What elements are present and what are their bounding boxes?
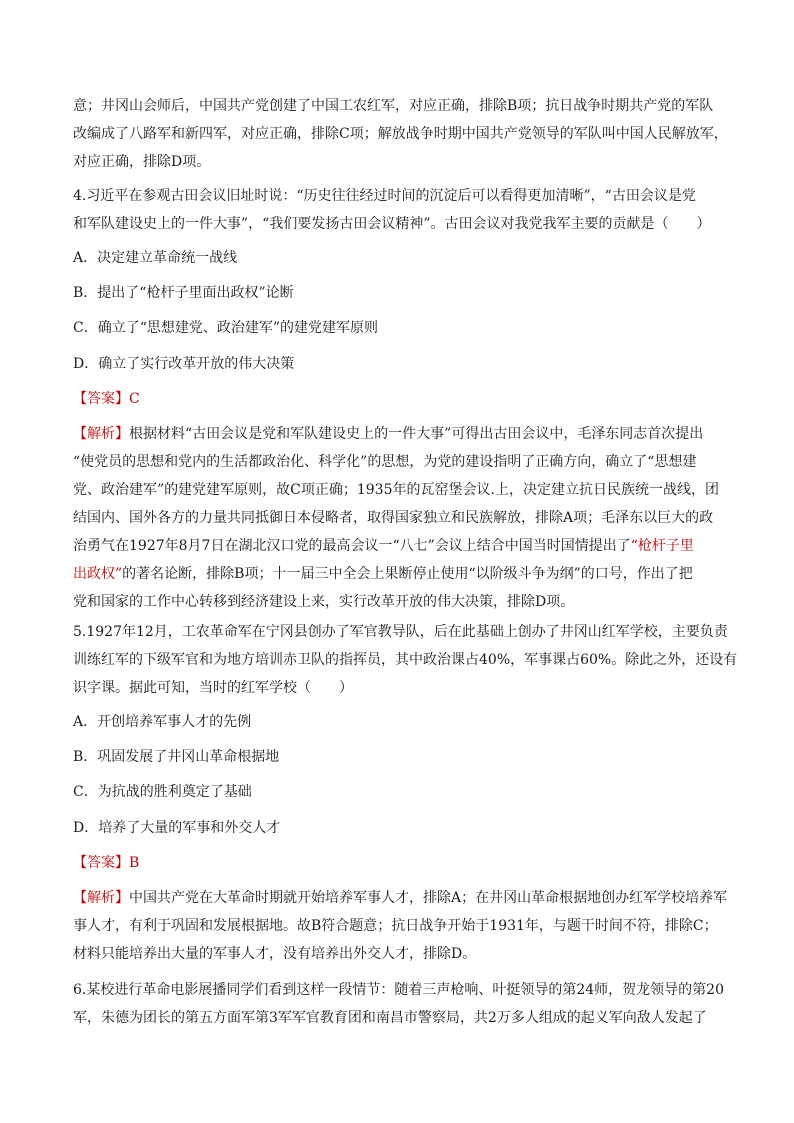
analysis-text: 中国共产党在大革命时期就开始培养军事人才，排除A；在井冈山革命根据地创办红军学校培养军 bbox=[129, 890, 728, 906]
question-5-option-b: B．巩固发展了井冈山革命根据地 bbox=[73, 749, 280, 765]
answer-label: 【答案】 bbox=[73, 391, 129, 407]
question-6-stem bbox=[73, 976, 723, 1032]
question-5-answer bbox=[73, 853, 723, 873]
highlighted-quote: “枪杆子里 bbox=[630, 538, 694, 554]
analysis-text: 治勇气在1927年8月7日在湖北汉口党的最高会议一“八七”会议上结合中国当时国情提出了 bbox=[73, 538, 631, 554]
text-line: 识字课。据此可知，当时的红军学校（ ） bbox=[73, 680, 353, 696]
previous-analysis-continuation bbox=[73, 92, 728, 176]
question-4-analysis bbox=[73, 420, 723, 616]
text-line: 6.某校进行革命电影展播同学们看到这样一段情节：随着三声枪响、叶挺领导的第24师，贺龙领导的第20 bbox=[73, 982, 724, 998]
text-line: 事人才，有利于巩固和发展根据地。故B符合题意；抗日战争开始于1931年，与题干时间不符，排除C； bbox=[73, 918, 718, 934]
answer-value: B bbox=[129, 855, 140, 871]
question-5-option-d: D．培养了大量的军事和外交人才 bbox=[73, 820, 281, 836]
question-4-option-b: B．提出了“枪杆子里面出政权”论断 bbox=[73, 285, 294, 301]
text-line bbox=[73, 560, 723, 588]
question-4-stem bbox=[73, 182, 723, 238]
answer-label: 【答案】 bbox=[73, 855, 129, 871]
text-line: 材料只能培养出大量的军事人才，没有培养出外交人才，排除D。 bbox=[73, 946, 477, 962]
question-4-answer bbox=[73, 389, 723, 409]
text-line: 训练红军的下级军官和为地方培训赤卫队的指挥员，其中政治课占40%，军事课占60%。除此之外，还设有 bbox=[73, 652, 738, 668]
question-4-option-a: A．决定建立革命统一战线 bbox=[73, 250, 238, 266]
text-line bbox=[73, 532, 723, 560]
text-line: 意；井冈山会师后，中国共产党创建了中国工农红军，对应正确，排除B项；抗日战争时期共产党的军队 bbox=[73, 98, 714, 114]
text-line: 5.1927年12月，工农革命军在宁冈县创办了军官教导队，后在此基础上创办了井冈山红军学校，主要负责 bbox=[73, 624, 728, 640]
text-line: 对应正确，排除D项。 bbox=[73, 154, 211, 170]
question-4-option-c: C．确立了“思想建党、政治建军”的建党建军原则 bbox=[73, 320, 379, 336]
text-line: 4.习近平在参观古田会议旧址时说：“历史往往经过时间的沉淀后可以看得更加清晰”，“古田会议是党 bbox=[73, 188, 696, 204]
text-line: 党和国家的工作中心转移到经济建设上来，实行改革开放的伟大决策，排除D项。 bbox=[73, 594, 575, 610]
question-5-option-c: C．为抗战的胜利奠定了基础 bbox=[73, 784, 252, 800]
analysis-label: 【解析】 bbox=[73, 890, 129, 906]
analysis-text: 根据材料“古田会议是党和军队建设史上的一件大事”可得出古田会议中，毛泽东同志首次提出 bbox=[129, 426, 704, 442]
answer-value: C bbox=[129, 391, 140, 407]
text-line: 党、政治建军”的建党建军原则，故C项正确；1935年的瓦窑堡会议.上，决定建立抗日民族统一战线，团 bbox=[73, 482, 719, 498]
text-line: 结国内、国外各方的力量共同抵御日本侵略者，取得国家独立和民族解放，排除A项；毛泽东以巨大的政 bbox=[73, 510, 714, 526]
question-4-option-d: D．确立了实行改革开放的伟大决策 bbox=[73, 356, 295, 372]
text-line: “使党员的思想和党内的生活都政治化、科学化”的思想，为党的建设指明了正确方向，确立了“思想建 bbox=[73, 454, 697, 470]
analysis-text: 的著名论断，排除B项；十一届三中全会上果断停止使用“以阶级斗争为纲”的口号，作出了把 bbox=[122, 566, 693, 582]
text-line: 和军队建设史上的一件大事”，“我们要发扬古田会议精神”。古田会议对我党我军主要的贡献是（ ） bbox=[73, 216, 711, 232]
text-line: 军，朱德为团长的第五方面军第3军军官教育团和南昌市警察局，共2万多人组成的起义军向敌人发起了 bbox=[73, 1010, 707, 1026]
text-line: 改编成了八路军和新四军，对应正确，排除C项；解放战争时期中国共产党领导的军队叫中国人民解放军， bbox=[73, 126, 728, 142]
text-line bbox=[73, 884, 728, 912]
question-5-option-a: A．开创培养军事人才的先例 bbox=[73, 714, 252, 730]
analysis-label: 【解析】 bbox=[73, 426, 129, 442]
question-5-analysis bbox=[73, 884, 728, 968]
highlighted-quote: 出政权” bbox=[73, 566, 123, 582]
question-5-stem bbox=[73, 618, 738, 702]
text-line bbox=[73, 420, 723, 448]
